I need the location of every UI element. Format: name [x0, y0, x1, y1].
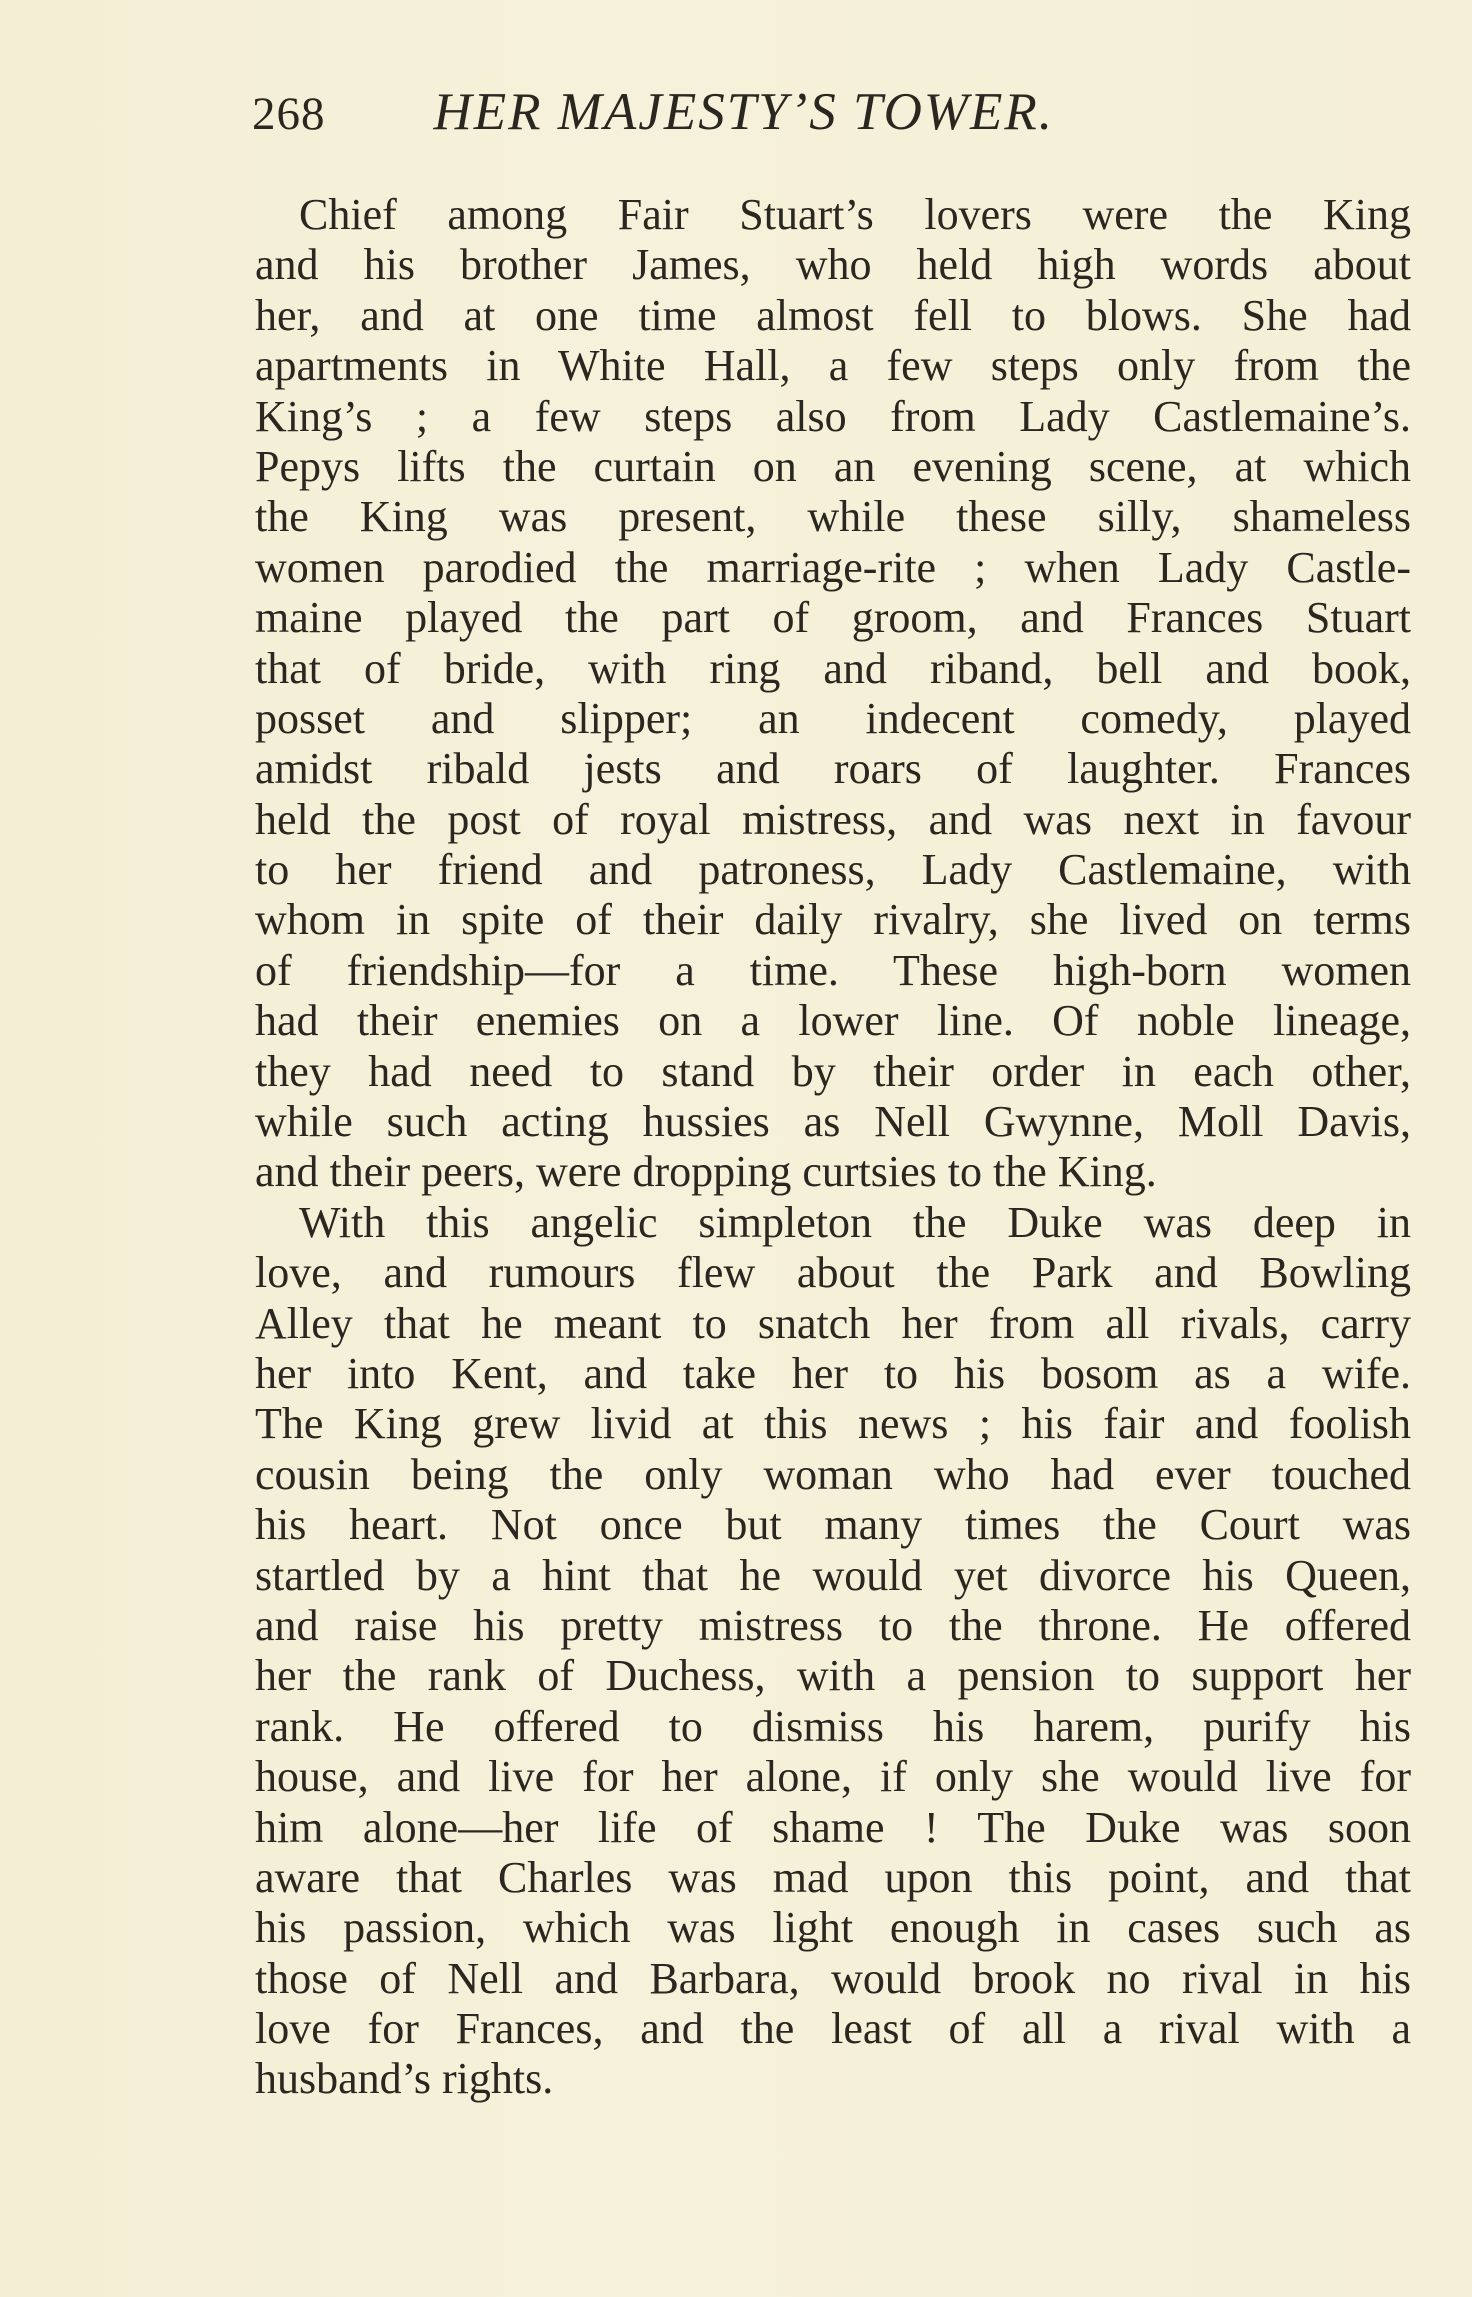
text-line: whom in spite of their daily rivalry, she lived on terms: [255, 895, 1411, 945]
text-line: had their enemies on a lower line. Of noble lineage,: [255, 996, 1411, 1046]
body-text: [255, 190, 1411, 2105]
text-line: Alley that he meant to snatch her from all rivals, carry: [255, 1298, 1411, 1348]
text-line: aware that Charles was mad upon this point, and that: [255, 1852, 1411, 1902]
text-line: maine played the part of groom, and Frances Stuart: [255, 593, 1411, 643]
text-line: love, and rumours flew about the Park and Bowling: [255, 1248, 1411, 1298]
text-line: those of Nell and Barbara, would brook no rival in his: [255, 1953, 1411, 2003]
text-line: that of bride, with ring and riband, bell and book,: [255, 643, 1411, 693]
text-line: Chief among Fair Stuart’s lovers were the King: [299, 190, 1411, 239]
paragraph-2: [255, 1198, 1411, 2105]
text-line: apartments in White Hall, a few steps only from the: [255, 341, 1411, 391]
text-line: his passion, which was light enough in cases such as: [255, 1903, 1411, 1953]
running-title: HER MAJESTY’S TOWER.: [433, 83, 1054, 141]
text-line: The King grew livid at this news ; his fair and foolish: [255, 1399, 1411, 1449]
text-line: love for Frances, and the least of all a rival with a: [255, 2004, 1411, 2054]
text-line: held the post of royal mistress, and was next in favour: [255, 794, 1411, 844]
text-line: and raise his pretty mistress to the throne. He offered: [255, 1600, 1411, 1650]
page-header: [252, 82, 1054, 152]
text-line: rank. He offered to dismiss his harem, purify his: [255, 1701, 1411, 1751]
text-line: him alone—her life of shame ! The Duke was soon: [255, 1802, 1411, 1852]
text-line: husband’s rights.: [255, 2054, 554, 2104]
text-line: her the rank of Duchess, with a pension to support her: [255, 1651, 1411, 1701]
text-line: King’s ; a few steps also from Lady Castlemaine’s.: [255, 391, 1411, 441]
text-line: and their peers, were dropping curtsies to the King.: [255, 1147, 1157, 1197]
text-line: With this angelic simpleton the Duke was deep in: [299, 1197, 1411, 1247]
page-number: 268: [252, 88, 326, 140]
text-line: women parodied the marriage-rite ; when Lady Castle-: [255, 542, 1411, 592]
text-line: startled by a hint that he would yet divorce his Queen,: [255, 1550, 1411, 1600]
text-line: while such acting hussies as Nell Gwynne, Moll Davis,: [255, 1097, 1411, 1147]
text-line: house, and live for her alone, if only she would live for: [255, 1752, 1411, 1802]
text-line: they had need to stand by their order in each other,: [255, 1046, 1411, 1096]
text-line: amidst ribald jests and roars of laughter. Frances: [255, 744, 1411, 794]
text-line: her into Kent, and take her to his bosom as a wife.: [255, 1348, 1411, 1398]
text-line: her, and at one time almost fell to blows. She had: [255, 290, 1411, 340]
text-line: and his brother James, who held high words about: [255, 240, 1411, 290]
paragraph-1: [255, 190, 1411, 1198]
text-line: cousin being the only woman who had ever touched: [255, 1449, 1411, 1499]
text-line: of friendship—for a time. These high-born women: [255, 945, 1411, 995]
text-line: his heart. Not once but many times the Court was: [255, 1500, 1411, 1550]
text-line: the King was present, while these silly, shameless: [255, 492, 1411, 542]
text-line: Pepys lifts the curtain on an evening scene, at which: [255, 441, 1411, 491]
text-line: to her friend and patroness, Lady Castlemaine, with: [255, 845, 1411, 895]
text-line: posset and slipper; an indecent comedy, played: [255, 693, 1411, 743]
